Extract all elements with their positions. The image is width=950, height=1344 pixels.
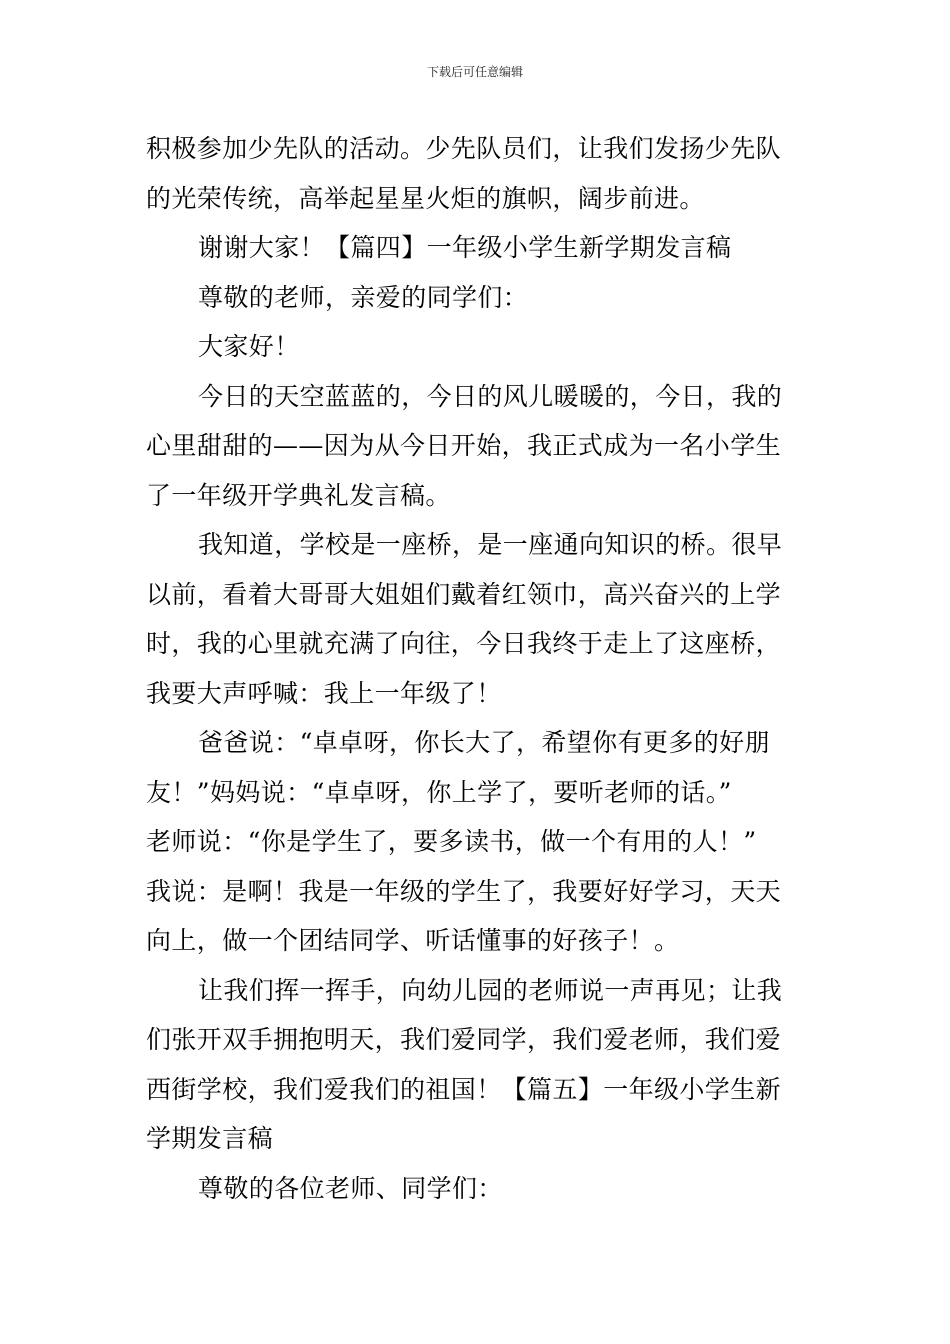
text-line: 以前，看着大哥哥大姐姐们戴着红领巾，高兴奋兴的上学 xyxy=(146,579,782,609)
text-line: 今日的天空蓝蓝的，今日的风儿暖暖的，今日，我的 xyxy=(198,381,783,411)
text-line: 友！”妈妈说：“卓卓呀，你上学了，要听老师的话。” xyxy=(146,777,732,807)
text-line: 学期发言稿 xyxy=(146,1124,274,1153)
document-body xyxy=(146,124,806,1213)
text-line: 我要大声呼喊：我上一年级了！ xyxy=(146,678,502,708)
text-line: 我知道，学校是一座桥，是一座通向知识的桥。很早 xyxy=(198,530,783,559)
page-header: 下载后可任意编辑 xyxy=(426,65,523,79)
text-line: 西街学校，我们爱我们的祖国！【篇五】一年级小学生新 xyxy=(146,1074,782,1104)
text-line: 爸爸说：“卓卓呀，你长大了，希望你有更多的好朋 xyxy=(198,728,770,757)
text-line: 尊敬的老师，亲爱的同学们： xyxy=(198,282,529,312)
text-line: 大家好！ xyxy=(198,332,300,361)
text-line: 了一年级开学典礼发言稿。 xyxy=(146,480,451,510)
text-line: 谢谢大家！【篇四】一年级小学生新学期发言稿 xyxy=(198,233,732,262)
text-line: 们张开双手拥抱明天，我们爱同学，我们爱老师，我们爱 xyxy=(146,1025,782,1054)
text-line: 我说：是啊！我是一年级的学生了，我要好好学习，天天 xyxy=(146,876,782,906)
text-line: 心里甜甜的——因为从今日开始，我正式成为一名小学生 xyxy=(146,431,782,460)
text-line: 时，我的心里就充满了向往，今日我终于走上了这座桥， xyxy=(146,629,782,658)
text-line: 老师说：“你是学生了，要多读书，做一个有用的人！” xyxy=(146,827,757,856)
text-line: 尊敬的各位老师、同学们： xyxy=(198,1173,503,1203)
text-line: 积极参加少先队的活动。少先队员们，让我们发扬少先队 xyxy=(146,134,782,163)
text-line: 的光荣传统，高举起星星火炬的旗帜，阔步前进。 xyxy=(146,183,705,213)
text-line: 让我们挥一挥手，向幼儿园的老师说一声再见；让我 xyxy=(198,975,783,1005)
text-line: 向上，做一个团结同学、听话懂事的好孩子！。 xyxy=(146,926,680,955)
